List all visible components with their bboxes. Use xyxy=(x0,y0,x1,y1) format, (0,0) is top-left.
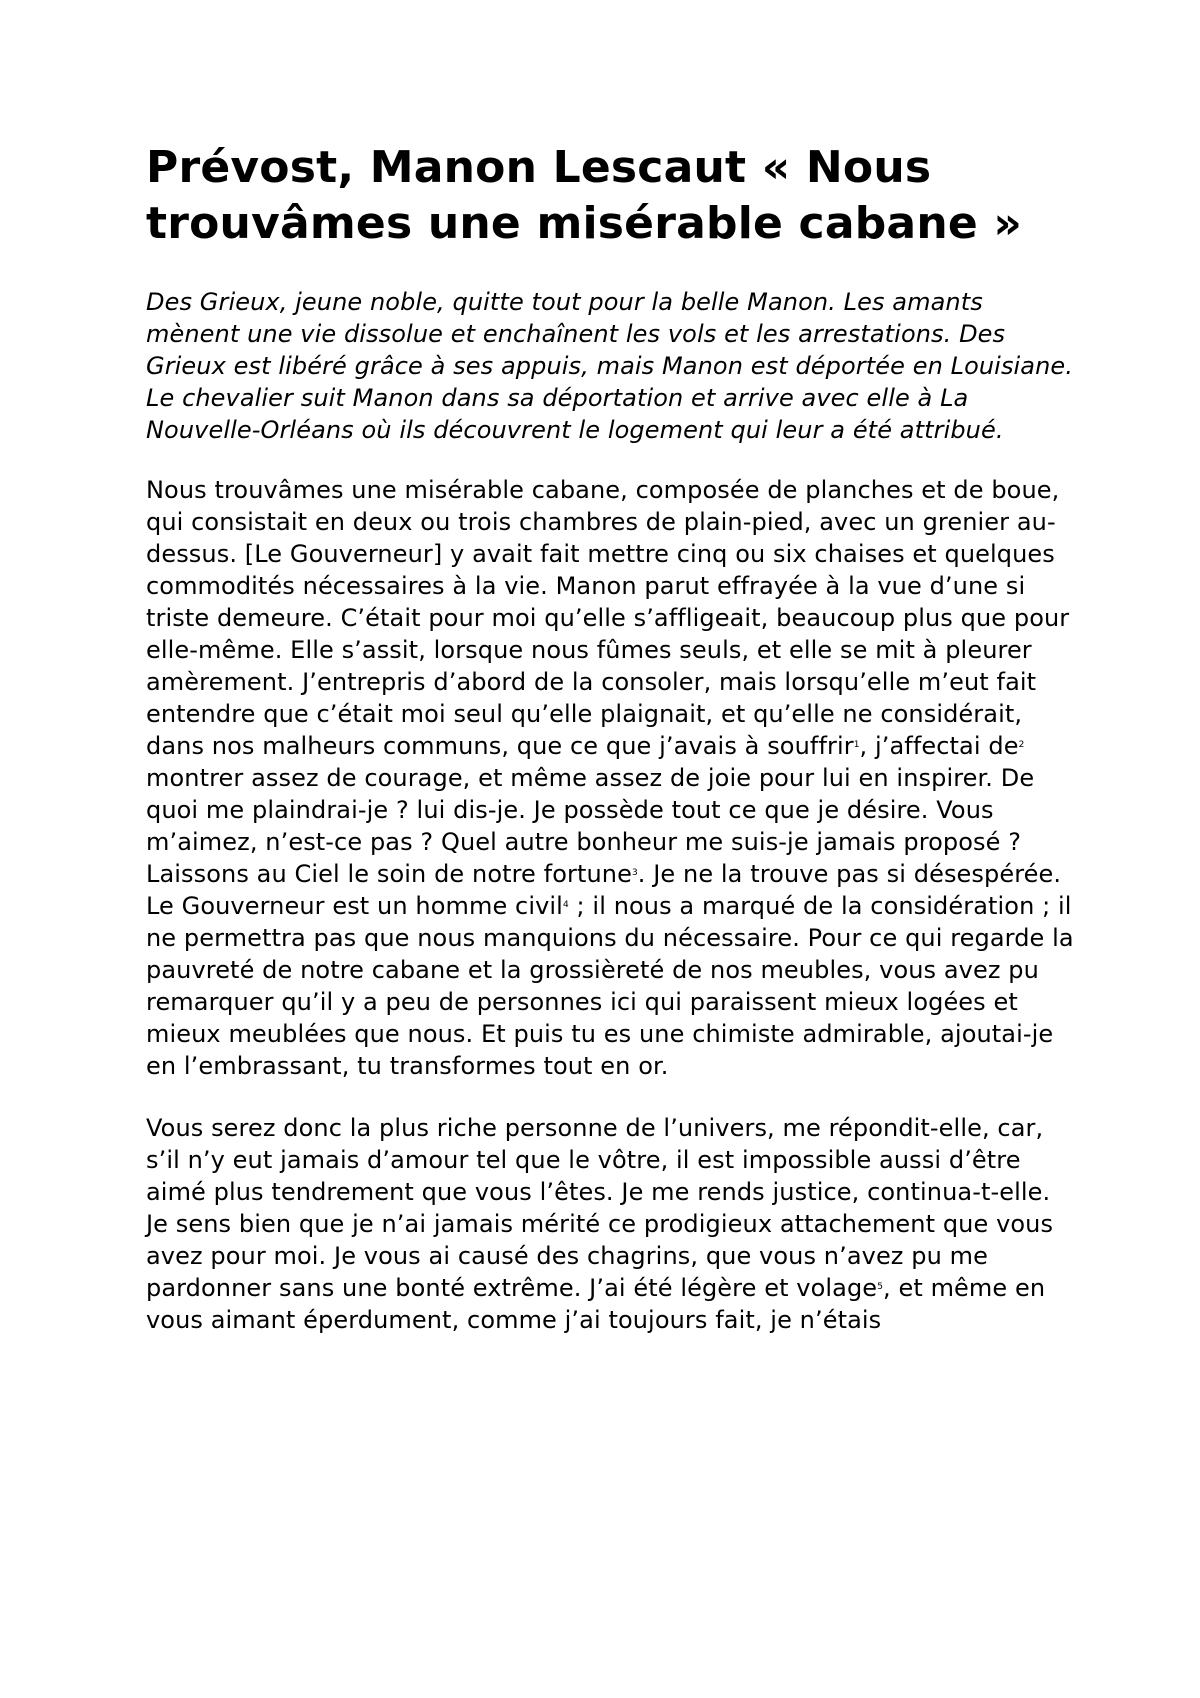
document-title: Prévost, Manon Lescaut « Nous trouvâmes une misérable cabane » xyxy=(146,142,1023,249)
body-paragraph-1 xyxy=(146,474,1076,1082)
paragraph-2-text-2: , et même en vous aimant éperdument, comme j’ai toujours fait, je n’étais xyxy=(146,1274,1046,1334)
intro-paragraph: Des Grieux, jeune noble, quitte tout pour la belle Manon. Les amants mènent une vie dissolue et enchaînent les vols et les arrestations. Des Grieux est libéré grâce à ses appuis, mais Manon est déportée en Louisiane. Le chevalier suit Manon dans sa déportation et arrive avec elle à La Nouvelle-Orléans où ils découvrent le logement qui leur a été attribué. xyxy=(146,288,1074,444)
footnote-ref-5: 5 xyxy=(877,1282,884,1292)
body-paragraph-2 xyxy=(146,1112,1076,1336)
paragraph-2-text-1: Vous serez donc la plus riche personne de l’univers, me répondit-elle, car, s’il n’y eut jamais d’amour tel que le vôtre, il est impossible aussi d’être aimé plus tendrement que vous l’êtes. Je me rends justice, continua-t-elle. Je sens bien que je n’ai jamais mérité ce prodigieux attachement que vous avez pour moi. Je vous ai causé des chagrins, que vous n’avez pu me pardonner sans une bonté extrême. J’ai été légère et volage xyxy=(146,1114,1054,1302)
document-page xyxy=(146,140,1076,1366)
paragraph-1-text-3: montrer assez de courage, et même assez de joie pour lui en inspirer. De quoi me plaindrai-je ? lui dis-je. Je possède tout ce que je désire. Vous m’aimez, n’est-ce pas ? Quel autre bonheur me suis-je jamais proposé ? Laissons au Ciel le soin de notre fortune xyxy=(146,764,1035,888)
footnote-ref-2: 2 xyxy=(1018,740,1025,750)
paragraph-1-text-2: , j’affectai de xyxy=(859,732,1019,760)
paragraph-1-text-1: Nous trouvâmes une misérable cabane, composée de planches et de boue, qui consistait en deux ou trois chambres de plain-pied, avec un grenier au-dessus. [Le Gouverneur] y avait fait mettre cinq ou six chaises et quelques commodités nécessaires à la vie. Manon parut effrayée à la vue d’une si triste demeure. C’était pour moi qu’elle s’affligeait, beaucoup plus que pour elle-même. Elle s’assit, lorsque nous fûmes seuls, et elle se mit à pleurer amèrement. J’entrepris d’abord de la consoler, mais lorsqu’elle m’eut fait entendre que c’était moi seul qu’elle plaignait, et qu’elle ne considérait, dans nos malheurs communs, que ce que j’avais à souffrir xyxy=(146,476,1070,760)
footnote-ref-3: 3 xyxy=(631,868,638,878)
paragraph-1-text-4: . Je ne la trouve pas si désespérée. Le Gouverneur est un homme civil xyxy=(146,860,1062,920)
footnote-ref-4: 4 xyxy=(562,900,569,910)
paragraph-1-text-5: ; il nous a marqué de la considération ; il ne permettra pas que nous manquions du nécessaire. Pour ce qui regarde la pauvreté de notre cabane et la grossièreté de nos meubles, vous avez pu remarquer qu’il y a peu de personnes ici qui paraissent mieux logées et mieux meublées que nous. Et puis tu es une chimiste admirable, ajoutai-je en l’embrassant, tu transformes tout en or. xyxy=(146,892,1074,1080)
footnote-ref-1: 1 xyxy=(853,740,860,750)
